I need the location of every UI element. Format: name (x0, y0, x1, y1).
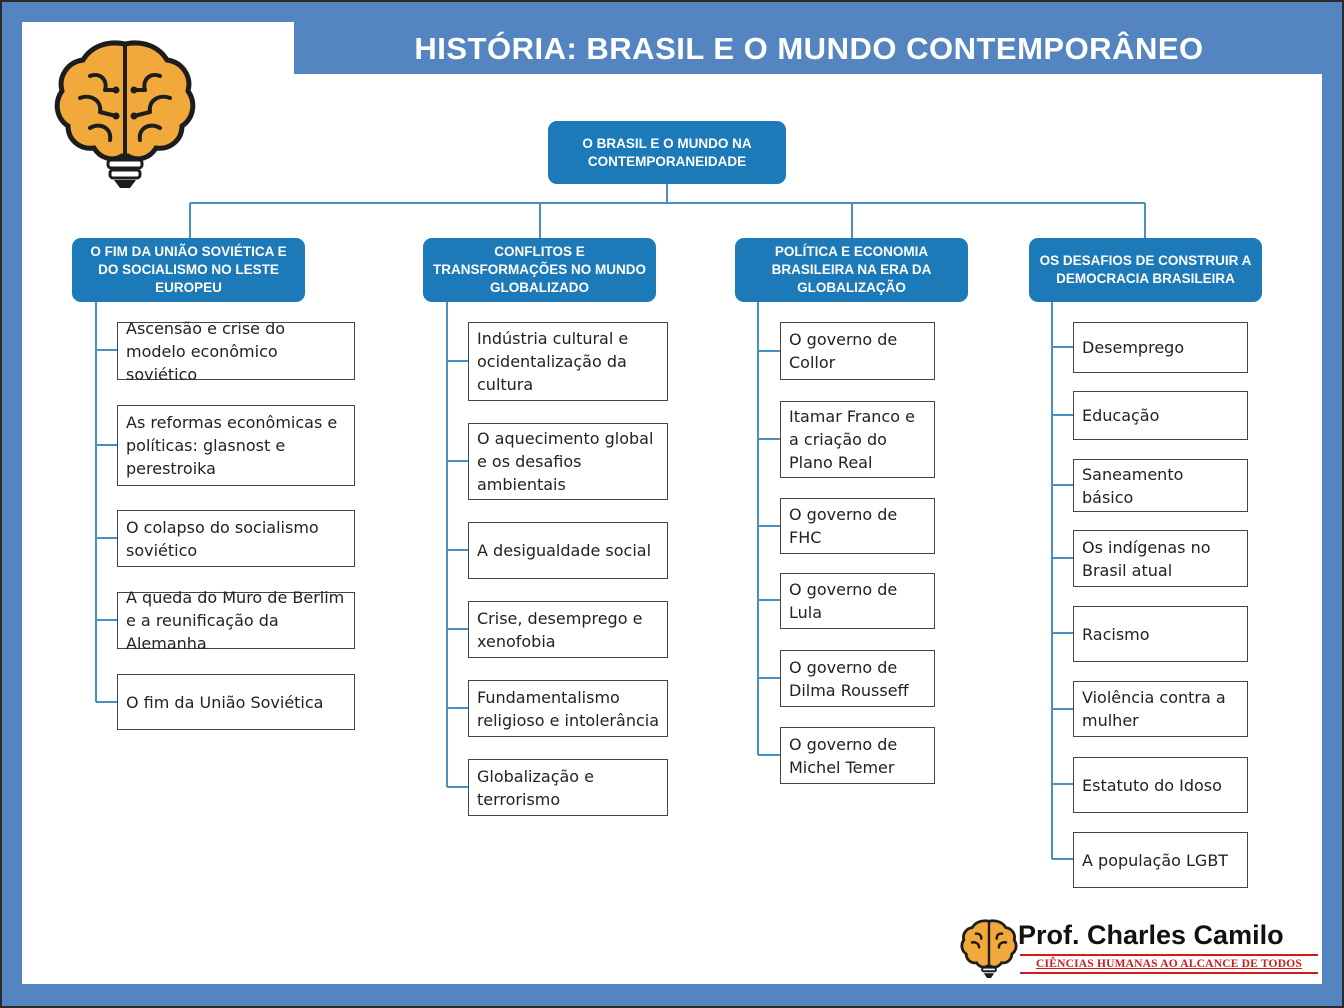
topic-box: A população LGBT (1073, 832, 1248, 888)
topic-box: O governo de Collor (780, 322, 935, 380)
topic-box: O governo de FHC (780, 498, 935, 554)
brand-tagline: CIÊNCIAS HUMANAS AO ALCANCE DE TODOS (1020, 954, 1318, 974)
brain-lightbulb-logo-icon (958, 918, 1020, 980)
topic-box: Crise, desemprego e xenofobia (468, 601, 668, 658)
column-header: CONFLITOS E TRANSFORMAÇÕES NO MUNDO GLOBALIZADO (423, 238, 656, 302)
topic-box: A queda do Muro de Berlim e a reunificação da Alemanha (117, 592, 355, 649)
topic-box: As reformas econômicas e políticas: glasnost e perestroika (117, 405, 355, 486)
column-header: OS DESAFIOS DE CONSTRUIR A DEMOCRACIA BRASILEIRA (1029, 238, 1262, 302)
topic-box: Globalização e terrorismo (468, 759, 668, 816)
topic-box: O fim da União Soviética (117, 674, 355, 730)
topic-box: Itamar Franco e a criação do Plano Real (780, 401, 935, 478)
topic-box: Indústria cultural e ocidentalização da cultura (468, 322, 668, 401)
topic-box: Racismo (1073, 606, 1248, 662)
topic-box: O governo de Dilma Rousseff (780, 650, 935, 707)
root-node: O BRASIL E O MUNDO NA CONTEMPORANEIDADE (548, 121, 786, 184)
topic-box: Fundamentalismo religioso e intolerância (468, 680, 668, 737)
topic-box: O governo de Michel Temer (780, 727, 935, 784)
topic-box: Educação (1073, 391, 1248, 440)
brand-name: Prof. Charles Camilo (1018, 920, 1284, 950)
topic-box: Saneamento básico (1073, 459, 1248, 512)
topic-box: O governo de Lula (780, 573, 935, 629)
topic-box: O colapso do socialismo soviético (117, 510, 355, 567)
topic-box: A desigualdade social (468, 522, 668, 579)
topic-box: Ascensão e crise do modelo econômico soviético (117, 322, 355, 380)
page-title: HISTÓRIA: BRASIL E O MUNDO CONTEMPORÂNEO (414, 31, 1204, 66)
topic-box: O aquecimento global e os desafios ambientais (468, 423, 668, 500)
topic-box: Violência contra a mulher (1073, 681, 1248, 737)
column-header: O FIM DA UNIÃO SOVIÉTICA E DO SOCIALISMO NO LESTE EUROPEU (72, 238, 305, 302)
topic-box: Estatuto do Idoso (1073, 757, 1248, 813)
column-header: POLÍTICA E ECONOMIA BRASILEIRA NA ERA DA GLOBALIZAÇÃO (735, 238, 968, 302)
topic-box: Desemprego (1073, 322, 1248, 373)
topic-box: Os indígenas no Brasil atual (1073, 530, 1248, 587)
